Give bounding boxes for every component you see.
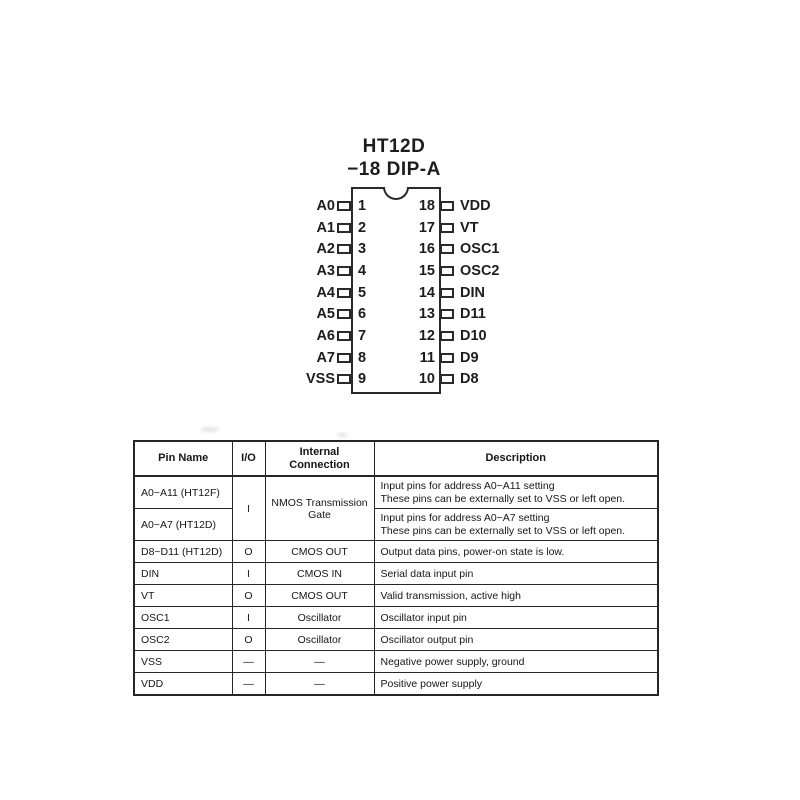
table-row-osc2 [134, 629, 658, 651]
cell-pin-name: VDD [134, 673, 232, 696]
pin-label: A0 [316, 197, 335, 214]
chip-title-line1: HT12D [362, 136, 426, 157]
pin-row-15 [410, 260, 500, 282]
table-header-row [134, 441, 658, 476]
cell-internal-connection: CMOS IN [265, 563, 374, 585]
pin-number: 14 [418, 284, 435, 301]
pin-number: 13 [418, 306, 435, 323]
pin-label: VT [460, 219, 479, 236]
table-row-din [134, 563, 658, 585]
pin-label: A2 [316, 241, 335, 258]
pin-number: 11 [419, 349, 435, 366]
pin-number: 15 [418, 262, 435, 279]
pin-label: D10 [460, 327, 487, 344]
cell-pin-name: A0~A11 (HT12F) [134, 476, 232, 509]
pin-label: DIN [460, 284, 485, 301]
pin-number: 5 [358, 284, 367, 301]
chip-title-line2: −18 DIP-A [347, 159, 441, 180]
pin-pad-icon [337, 309, 351, 319]
cell-description: Serial data input pin [374, 563, 658, 585]
col-header-pin-name: Pin Name [134, 441, 232, 476]
cell-io: I [232, 563, 265, 585]
cell-description: Output data pins, power-on state is low. [374, 541, 658, 563]
col-header-io: I/O [232, 441, 265, 476]
pin-pad-icon [337, 353, 351, 363]
pin-row-17 [410, 217, 500, 239]
pin-pad-icon [440, 201, 454, 211]
cell-pin-name: VSS [134, 651, 232, 673]
cell-description: Valid transmission, active high [374, 585, 658, 607]
pin-row-10 [410, 369, 500, 391]
pin-label: OSC2 [460, 262, 500, 279]
table-row-d8-d11 [134, 541, 658, 563]
cell-io: I [232, 607, 265, 629]
pin-label: D11 [460, 306, 486, 323]
pin-row-13 [410, 303, 500, 325]
pin-pad-icon [440, 353, 454, 363]
pin-pad-icon [440, 266, 454, 276]
table-row-a0-a11 [134, 476, 658, 509]
pin-row-4 [281, 260, 382, 282]
pin-label: A3 [316, 262, 335, 279]
cell-io: I [232, 476, 265, 541]
pin-number: 9 [358, 371, 367, 388]
cell-pin-name: VT [134, 585, 232, 607]
table-row-vt [134, 585, 658, 607]
pin-label: D8 [460, 371, 479, 388]
pin-row-9 [281, 369, 382, 391]
pin-number: 4 [358, 262, 367, 279]
pin-label: A1 [316, 219, 335, 236]
chip-title [294, 135, 494, 181]
pin-row-5 [281, 282, 382, 304]
pin-pad-icon [440, 374, 454, 384]
cell-description: Oscillator input pin [374, 607, 658, 629]
cell-description: Oscillator output pin [374, 629, 658, 651]
cell-io: O [232, 629, 265, 651]
pin-row-14 [410, 282, 500, 304]
table-row-a0-a7 [134, 509, 658, 541]
cell-internal-connection: NMOS Transmission Gate [265, 476, 374, 541]
pin-row-8 [281, 347, 382, 369]
pin-label: VDD [460, 197, 491, 214]
cell-internal-connection: — [265, 673, 374, 696]
table-row-vdd [134, 673, 658, 696]
pin-row-12 [410, 325, 500, 347]
cell-description: Input pins for address A0~A11 setting These pins can be externally set to VSS or left open. [374, 476, 658, 509]
pin-pad-icon [337, 201, 351, 211]
pin-number: 18 [418, 197, 435, 214]
pin-pad-icon [440, 309, 454, 319]
pin-row-1 [281, 195, 382, 217]
pin-pad-icon [337, 244, 351, 254]
table-row-vss [134, 651, 658, 673]
pin-number: 8 [358, 349, 367, 366]
pin-pad-icon [440, 223, 454, 233]
pin-pad-icon [337, 223, 351, 233]
pin-number: 16 [418, 241, 435, 258]
cell-description: Input pins for address A0~A7 setting These pins can be externally set to VSS or left open. [374, 509, 658, 541]
pin-pad-icon [440, 244, 454, 254]
pin-number: 3 [358, 241, 367, 258]
pin-pad-icon [337, 288, 351, 298]
pin-number: 2 [358, 219, 367, 236]
pin-pad-icon [337, 331, 351, 341]
col-header-description: Description [374, 441, 658, 476]
cell-internal-connection: Oscillator [265, 629, 374, 651]
cell-pin-name: OSC2 [134, 629, 232, 651]
cell-internal-connection: — [265, 651, 374, 673]
pin-row-7 [281, 325, 382, 347]
pin-pad-icon [337, 266, 351, 276]
cell-io: O [232, 541, 265, 563]
scan-artifact [337, 433, 348, 437]
cell-pin-name: DIN [134, 563, 232, 585]
cell-io: — [232, 673, 265, 696]
cell-internal-connection: CMOS OUT [265, 541, 374, 563]
pin-label: A7 [316, 349, 335, 366]
cell-internal-connection: Oscillator [265, 607, 374, 629]
pin-pad-icon [337, 374, 351, 384]
pin-label: A5 [316, 306, 335, 323]
cell-pin-name: D8~D11 (HT12D) [134, 541, 232, 563]
pin-pad-icon [440, 288, 454, 298]
pin-row-11 [410, 347, 500, 369]
pin-row-6 [281, 303, 382, 325]
pin-number: 6 [358, 306, 367, 323]
pin-label: A6 [316, 327, 335, 344]
pin-row-16 [410, 238, 500, 260]
pins-left-column [281, 195, 382, 390]
pin-pad-icon [440, 331, 454, 341]
pin-number: 7 [358, 327, 367, 344]
table-row-osc1 [134, 607, 658, 629]
pin-number: 1 [358, 197, 367, 214]
pin-number: 17 [418, 219, 435, 236]
pin-row-18 [410, 195, 500, 217]
pin-row-3 [281, 238, 382, 260]
pin-number: 10 [418, 371, 435, 388]
col-header-internal-connection: Internal Connection [265, 441, 374, 476]
cell-description: Negative power supply, ground [374, 651, 658, 673]
cell-io: — [232, 651, 265, 673]
cell-io: O [232, 585, 265, 607]
pin-row-2 [281, 217, 382, 239]
pin-label: A4 [316, 284, 335, 301]
pin-description-table [133, 440, 659, 696]
pin-label: OSC1 [460, 241, 500, 258]
pins-right-column [410, 195, 500, 390]
cell-internal-connection: CMOS OUT [265, 585, 374, 607]
cell-pin-name: OSC1 [134, 607, 232, 629]
pin-number: 12 [418, 327, 435, 344]
scan-artifact [201, 427, 219, 432]
cell-description: Positive power supply [374, 673, 658, 696]
pin-label: D9 [460, 349, 479, 366]
pin-label: VSS [305, 371, 335, 388]
cell-pin-name: A0~A7 (HT12D) [134, 509, 232, 541]
